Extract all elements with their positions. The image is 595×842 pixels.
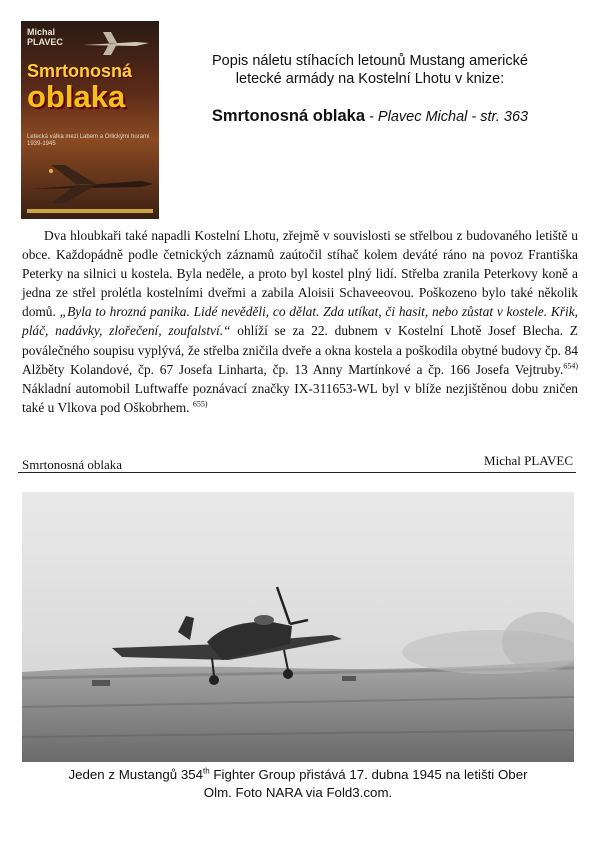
cover-subtitle: Letecká válka mezi Labem a Orlickými horami 1939-1945 (27, 134, 150, 147)
book-cover-image (21, 21, 159, 219)
header-description (170, 52, 570, 88)
caption-sup: th (203, 766, 210, 776)
running-head-rule (18, 472, 576, 473)
header-sep2: - (467, 109, 481, 125)
header-book-reference (170, 107, 570, 126)
cover-author-first: Michal (27, 27, 56, 37)
running-head-title: Smrtonosná oblaka (22, 457, 123, 472)
footnote-ref-655: 655) (192, 399, 208, 409)
header-book-title: Smrtonosná oblaka (211, 107, 366, 125)
header-author: Plavec Michal (377, 109, 468, 125)
cover-title-line2: oblaka (27, 79, 126, 114)
cover-footer-bar (27, 209, 153, 213)
header-page-ref: str. 363 (480, 109, 529, 125)
running-head-author: Michal PLAVEC (484, 453, 573, 468)
body-paragraph (22, 226, 578, 417)
body-text-2: ohlíží se za 22. dubnem v Kostelní Lhotě Josef Blecha. Z poválečného soupisu vyplývá, že střelba zničila dveře a okna kostela a poškodila obytné budovy čp. 84 Alžběty Kolandové, čp. 67 Josefa Linharta, čp. 13 Anny Martínkové a čp. 166 Josefa Vejtruby. (22, 323, 578, 377)
body-quote: „Byla to hrozná panika. Lidé nevěděli, co dělat. Zda utíkat, či hasit, nebo zůstat v kostele. Křik, pláč, nadávky, zlořečení, zoufalství.“ (22, 304, 578, 339)
header-sep1: - (365, 109, 378, 125)
mustang-landing-photo (22, 492, 574, 762)
cover-title-line1: Smrtonosná (27, 61, 133, 81)
body-text-1: Dva hloubkaři také napadli Kostelní Lhotu, zřejmě v souvislosti se střelbou z budovaného letiště u obce. Každopádně podle četnických záznamů zaútočil stíhač kolem deváté ráno na povoz Františka Peterky na silnici u kostela. Byla neděle, a proto byl kostel plný lidí. Střelba zranila Peterkovy koně a jedna ze střel prolétla kostelními dveřmi a zabila Aloisii Schaveeovou. Poškozeno bylo také několik domů. (22, 228, 578, 320)
cover-bomber-icon (21, 151, 159, 211)
header-line1: Popis náletu stíhacích letounů Mustang americké (212, 53, 528, 69)
cover-author-last: PLAVEC (27, 37, 63, 47)
photo-caption (22, 766, 574, 802)
body-text-3: Nákladní automobil Luftwaffe poznávací značky IX-311653-WL byl v blíže nezjištěnou dobu zničen také u Vlkova pod Oškobrhem. (22, 380, 578, 415)
cover-author (27, 27, 63, 47)
cover-plane-icon (81, 29, 151, 57)
header-line1b: letecké armády na Kostelní Lhotu v knize: (235, 71, 505, 87)
caption-line1-rest: Fighter Group přistává 17. dubna 1945 na letišti Ober (209, 767, 528, 782)
caption-line2: Olm. Foto NARA via Fold3.com. (203, 785, 393, 800)
caption-line1: Jeden z Mustangů 354 (68, 767, 204, 782)
footnote-ref-654: 654) (563, 361, 578, 371)
